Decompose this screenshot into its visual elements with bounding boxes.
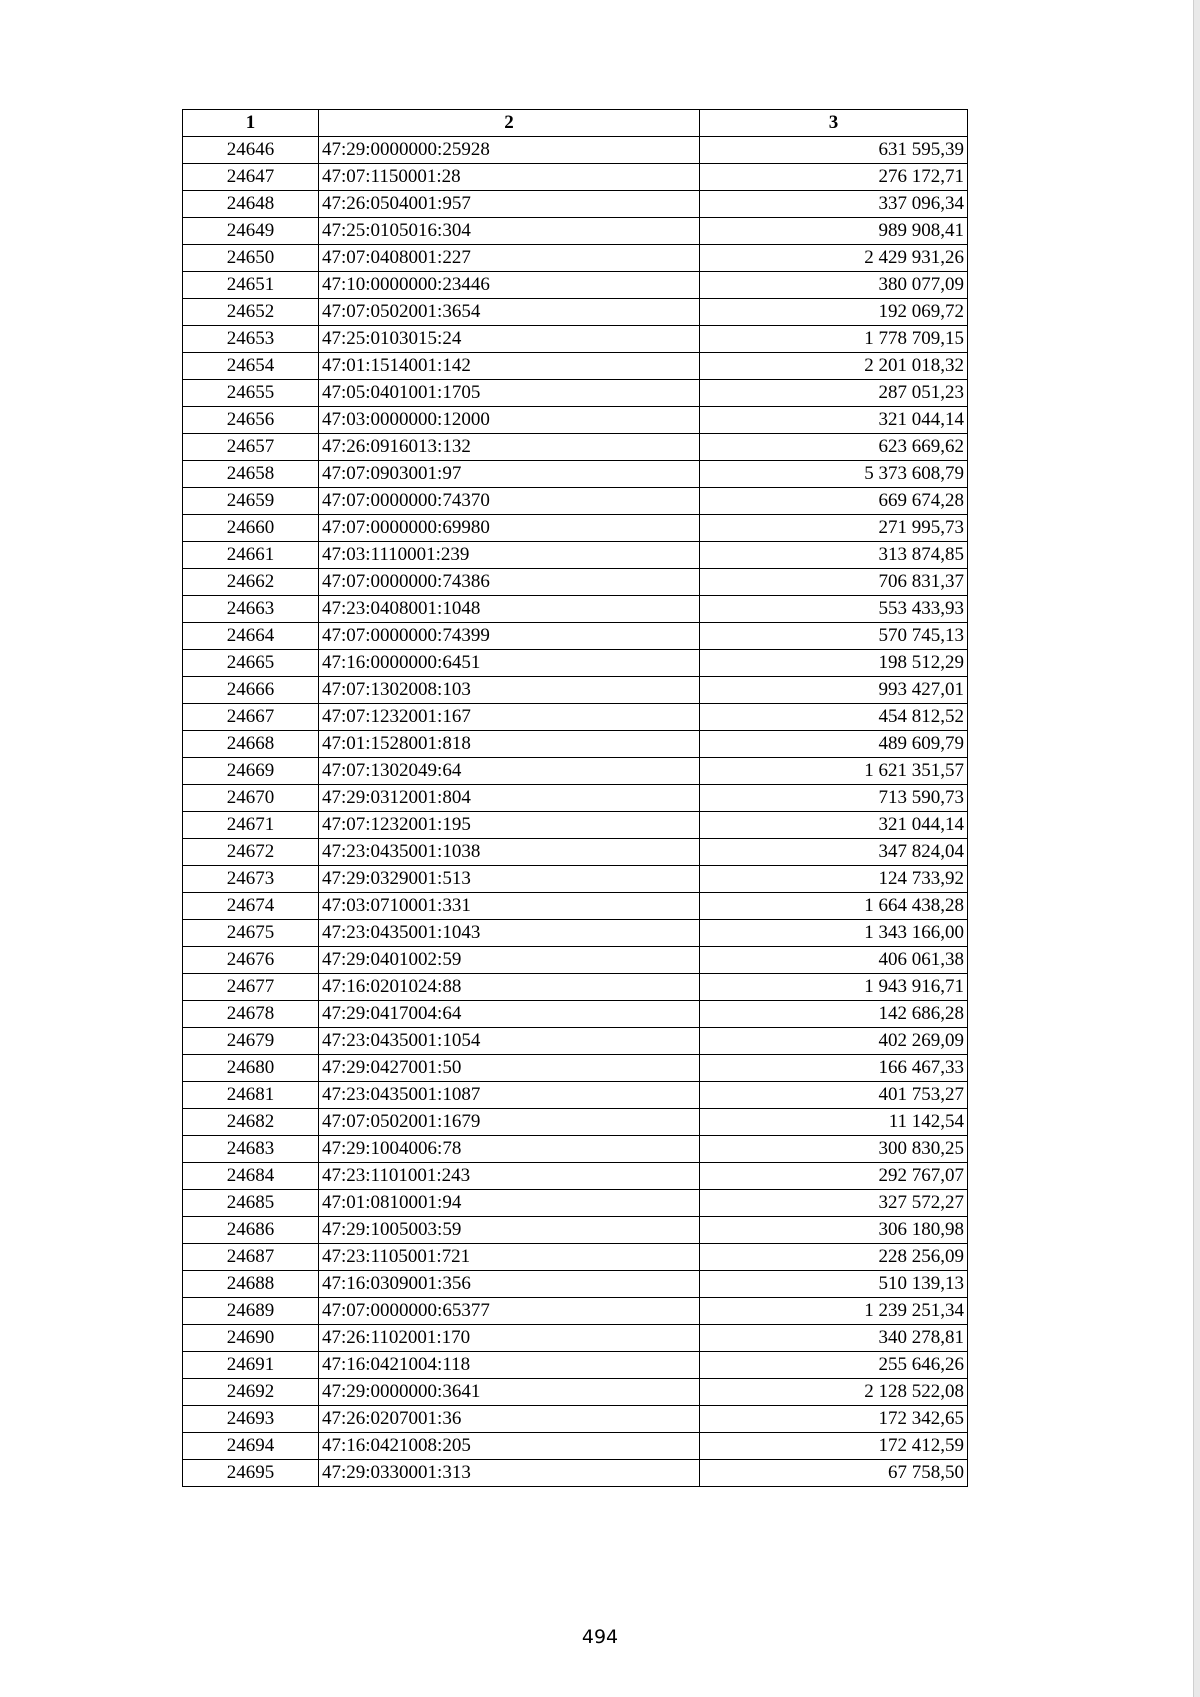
cadastral-value: 2 429 931,26 <box>700 245 968 272</box>
cadastral-value: 1 943 916,71 <box>700 974 968 1001</box>
table-body <box>183 137 968 1487</box>
cadastral-value: 228 256,09 <box>700 1244 968 1271</box>
cadastral-number: 47:07:0000000:74386 <box>319 569 700 596</box>
cadastral-number: 47:23:1101001:243 <box>319 1163 700 1190</box>
row-number: 24688 <box>183 1271 319 1298</box>
cadastral-value: 321 044,14 <box>700 812 968 839</box>
table-row <box>183 1271 968 1298</box>
row-number: 24647 <box>183 164 319 191</box>
table-row <box>183 353 968 380</box>
cadastral-value: 401 753,27 <box>700 1082 968 1109</box>
row-number: 24670 <box>183 785 319 812</box>
table-row <box>183 515 968 542</box>
cadastral-value: 402 269,09 <box>700 1028 968 1055</box>
cadastral-value: 989 908,41 <box>700 218 968 245</box>
table-row <box>183 920 968 947</box>
cadastral-value: 669 674,28 <box>700 488 968 515</box>
cadastral-value: 489 609,79 <box>700 731 968 758</box>
table-row <box>183 1406 968 1433</box>
row-number: 24677 <box>183 974 319 1001</box>
cadastral-number: 47:16:0421004:118 <box>319 1352 700 1379</box>
row-number: 24668 <box>183 731 319 758</box>
row-number: 24665 <box>183 650 319 677</box>
page-edge <box>1193 0 1200 1697</box>
cadastral-number: 47:07:0903001:97 <box>319 461 700 488</box>
cadastral-value: 510 139,13 <box>700 1271 968 1298</box>
row-number: 24664 <box>183 623 319 650</box>
cadastral-number: 47:29:0401002:59 <box>319 947 700 974</box>
row-number: 24659 <box>183 488 319 515</box>
column-header-1: 1 <box>183 110 319 137</box>
table-row <box>183 596 968 623</box>
table-row <box>183 785 968 812</box>
table-row <box>183 1325 968 1352</box>
table-row <box>183 974 968 1001</box>
cadastral-number: 47:01:1514001:142 <box>319 353 700 380</box>
table-row <box>183 380 968 407</box>
table-row <box>183 1190 968 1217</box>
cadastral-value: 380 077,09 <box>700 272 968 299</box>
cadastral-value: 198 512,29 <box>700 650 968 677</box>
cadastral-value: 192 069,72 <box>700 299 968 326</box>
cadastral-value: 1 343 166,00 <box>700 920 968 947</box>
cadastral-number: 47:16:0421008:205 <box>319 1433 700 1460</box>
cadastral-number: 47:07:0000000:74370 <box>319 488 700 515</box>
table-row <box>183 569 968 596</box>
table-row <box>183 542 968 569</box>
row-number: 24667 <box>183 704 319 731</box>
table-row <box>183 1001 968 1028</box>
cadastral-number: 47:07:0000000:69980 <box>319 515 700 542</box>
cadastral-number: 47:23:0435001:1087 <box>319 1082 700 1109</box>
cadastral-number: 47:29:0417004:64 <box>319 1001 700 1028</box>
cadastral-number: 47:07:1150001:28 <box>319 164 700 191</box>
row-number: 24695 <box>183 1460 319 1487</box>
table-row <box>183 488 968 515</box>
cadastral-number: 47:23:0435001:1054 <box>319 1028 700 1055</box>
table-row <box>183 1082 968 1109</box>
table-row <box>183 218 968 245</box>
cadastral-value: 454 812,52 <box>700 704 968 731</box>
table-row <box>183 758 968 785</box>
cadastral-number: 47:07:1232001:195 <box>319 812 700 839</box>
table-header <box>183 110 968 137</box>
cadastral-number: 47:05:0401001:1705 <box>319 380 700 407</box>
table-row <box>183 893 968 920</box>
row-number: 24687 <box>183 1244 319 1271</box>
table-row <box>183 137 968 164</box>
table-row <box>183 947 968 974</box>
page-number: 494 <box>581 1626 619 1648</box>
cadastral-value: 347 824,04 <box>700 839 968 866</box>
cadastral-value: 1 239 251,34 <box>700 1298 968 1325</box>
cadastral-value: 313 874,85 <box>700 542 968 569</box>
cadastral-number: 47:01:0810001:94 <box>319 1190 700 1217</box>
cadastral-value: 1 778 709,15 <box>700 326 968 353</box>
row-number: 24671 <box>183 812 319 839</box>
cadastral-number: 47:07:1232001:167 <box>319 704 700 731</box>
cadastral-value: 166 467,33 <box>700 1055 968 1082</box>
cadastral-value: 300 830,25 <box>700 1136 968 1163</box>
table-row <box>183 1136 968 1163</box>
cadastral-number: 47:23:0435001:1043 <box>319 920 700 947</box>
row-number: 24675 <box>183 920 319 947</box>
table-row <box>183 1028 968 1055</box>
row-number: 24669 <box>183 758 319 785</box>
row-number: 24658 <box>183 461 319 488</box>
cadastral-value: 1 621 351,57 <box>700 758 968 785</box>
table-row <box>183 245 968 272</box>
row-number: 24689 <box>183 1298 319 1325</box>
row-number: 24691 <box>183 1352 319 1379</box>
cadastral-number: 47:29:1005003:59 <box>319 1217 700 1244</box>
row-number: 24681 <box>183 1082 319 1109</box>
cadastral-number: 47:07:0000000:74399 <box>319 623 700 650</box>
row-number: 24654 <box>183 353 319 380</box>
cadastral-value: 340 278,81 <box>700 1325 968 1352</box>
cadastral-value: 67 758,50 <box>700 1460 968 1487</box>
cadastral-value: 327 572,27 <box>700 1190 968 1217</box>
cadastral-number: 47:29:0427001:50 <box>319 1055 700 1082</box>
table-row <box>183 461 968 488</box>
cadastral-value: 172 412,59 <box>700 1433 968 1460</box>
cadastral-number: 47:29:0000000:3641 <box>319 1379 700 1406</box>
row-number: 24693 <box>183 1406 319 1433</box>
row-number: 24653 <box>183 326 319 353</box>
cadastral-value: 1 664 438,28 <box>700 893 968 920</box>
cadastral-number: 47:07:0000000:65377 <box>319 1298 700 1325</box>
cadastral-value: 11 142,54 <box>700 1109 968 1136</box>
cadastral-value: 142 686,28 <box>700 1001 968 1028</box>
table-row <box>183 623 968 650</box>
table-row <box>183 407 968 434</box>
cadastral-value: 287 051,23 <box>700 380 968 407</box>
cadastral-value: 321 044,14 <box>700 407 968 434</box>
cadastral-value: 993 427,01 <box>700 677 968 704</box>
cadastral-value: 406 061,38 <box>700 947 968 974</box>
row-number: 24663 <box>183 596 319 623</box>
table-row <box>183 272 968 299</box>
column-header-2: 2 <box>319 110 700 137</box>
cadastral-number: 47:29:1004006:78 <box>319 1136 700 1163</box>
row-number: 24646 <box>183 137 319 164</box>
cadastral-number: 47:23:0408001:1048 <box>319 596 700 623</box>
cadastral-value: 337 096,34 <box>700 191 968 218</box>
row-number: 24649 <box>183 218 319 245</box>
cadastral-value: 306 180,98 <box>700 1217 968 1244</box>
cadastral-number: 47:29:0330001:313 <box>319 1460 700 1487</box>
row-number: 24692 <box>183 1379 319 1406</box>
row-number: 24673 <box>183 866 319 893</box>
cadastral-number: 47:29:0000000:25928 <box>319 137 700 164</box>
cadastral-number: 47:03:0710001:331 <box>319 893 700 920</box>
cadastral-number: 47:26:0207001:36 <box>319 1406 700 1433</box>
row-number: 24648 <box>183 191 319 218</box>
cadastral-number: 47:03:0000000:12000 <box>319 407 700 434</box>
cadastral-number: 47:23:1105001:721 <box>319 1244 700 1271</box>
table-row <box>183 839 968 866</box>
row-number: 24660 <box>183 515 319 542</box>
table-row <box>183 1460 968 1487</box>
row-number: 24676 <box>183 947 319 974</box>
table-row <box>183 1055 968 1082</box>
row-number: 24684 <box>183 1163 319 1190</box>
table-row <box>183 866 968 893</box>
cadastral-value: 706 831,37 <box>700 569 968 596</box>
cadastral-number: 47:16:0201024:88 <box>319 974 700 1001</box>
table-row <box>183 1298 968 1325</box>
cadastral-value: 713 590,73 <box>700 785 968 812</box>
row-number: 24657 <box>183 434 319 461</box>
row-number: 24678 <box>183 1001 319 1028</box>
cadastral-number: 47:10:0000000:23446 <box>319 272 700 299</box>
cadastral-number: 47:26:1102001:170 <box>319 1325 700 1352</box>
table-row <box>183 650 968 677</box>
cadastral-value: 2 128 522,08 <box>700 1379 968 1406</box>
table-row <box>183 1163 968 1190</box>
row-number: 24683 <box>183 1136 319 1163</box>
cadastral-number: 47:07:1302008:103 <box>319 677 700 704</box>
row-number: 24685 <box>183 1190 319 1217</box>
table-row <box>183 164 968 191</box>
cadastral-number: 47:25:0103015:24 <box>319 326 700 353</box>
table-row <box>183 1433 968 1460</box>
row-number: 24680 <box>183 1055 319 1082</box>
cadastral-number: 47:07:0502001:3654 <box>319 299 700 326</box>
table-row <box>183 1217 968 1244</box>
row-number: 24656 <box>183 407 319 434</box>
cadastral-value: 5 373 608,79 <box>700 461 968 488</box>
table-row <box>183 1352 968 1379</box>
row-number: 24682 <box>183 1109 319 1136</box>
header-row <box>183 110 968 137</box>
table-row <box>183 1244 968 1271</box>
cadastral-value: 271 995,73 <box>700 515 968 542</box>
cadastral-number: 47:29:0312001:804 <box>319 785 700 812</box>
column-header-3: 3 <box>700 110 968 137</box>
table-row <box>183 812 968 839</box>
cadastral-number: 47:23:0435001:1038 <box>319 839 700 866</box>
cadastral-value: 2 201 018,32 <box>700 353 968 380</box>
row-number: 24652 <box>183 299 319 326</box>
cadastral-number: 47:07:1302049:64 <box>319 758 700 785</box>
cadastral-number: 47:25:0105016:304 <box>319 218 700 245</box>
cadastral-number: 47:07:0502001:1679 <box>319 1109 700 1136</box>
row-number: 24661 <box>183 542 319 569</box>
row-number: 24651 <box>183 272 319 299</box>
table-row <box>183 731 968 758</box>
cadastral-value: 623 669,62 <box>700 434 968 461</box>
cadastral-value: 255 646,26 <box>700 1352 968 1379</box>
row-number: 24672 <box>183 839 319 866</box>
cadastral-value: 553 433,93 <box>700 596 968 623</box>
row-number: 24690 <box>183 1325 319 1352</box>
cadastral-value: 172 342,65 <box>700 1406 968 1433</box>
row-number: 24679 <box>183 1028 319 1055</box>
row-number: 24662 <box>183 569 319 596</box>
cadastral-number: 47:03:1110001:239 <box>319 542 700 569</box>
table-row <box>183 1379 968 1406</box>
row-number: 24694 <box>183 1433 319 1460</box>
cadastral-number: 47:07:0408001:227 <box>319 245 700 272</box>
cadastral-value: 292 767,07 <box>700 1163 968 1190</box>
row-number: 24686 <box>183 1217 319 1244</box>
cadastral-number: 47:01:1528001:818 <box>319 731 700 758</box>
cadastral-number: 47:29:0329001:513 <box>319 866 700 893</box>
cadastral-number: 47:16:0000000:6451 <box>319 650 700 677</box>
cadastral-number: 47:26:0916013:132 <box>319 434 700 461</box>
table-row <box>183 434 968 461</box>
cadastral-value: 276 172,71 <box>700 164 968 191</box>
cadastral-number: 47:16:0309001:356 <box>319 1271 700 1298</box>
cadastral-number: 47:26:0504001:957 <box>319 191 700 218</box>
table-row <box>183 191 968 218</box>
row-number: 24650 <box>183 245 319 272</box>
cadastral-value: 124 733,92 <box>700 866 968 893</box>
table-row <box>183 326 968 353</box>
cadastral-value: 570 745,13 <box>700 623 968 650</box>
table-row <box>183 704 968 731</box>
table-row <box>183 677 968 704</box>
row-number: 24674 <box>183 893 319 920</box>
cadastral-value-table <box>182 109 968 1487</box>
cadastral-value: 631 595,39 <box>700 137 968 164</box>
row-number: 24666 <box>183 677 319 704</box>
row-number: 24655 <box>183 380 319 407</box>
table-row <box>183 299 968 326</box>
table-row <box>183 1109 968 1136</box>
